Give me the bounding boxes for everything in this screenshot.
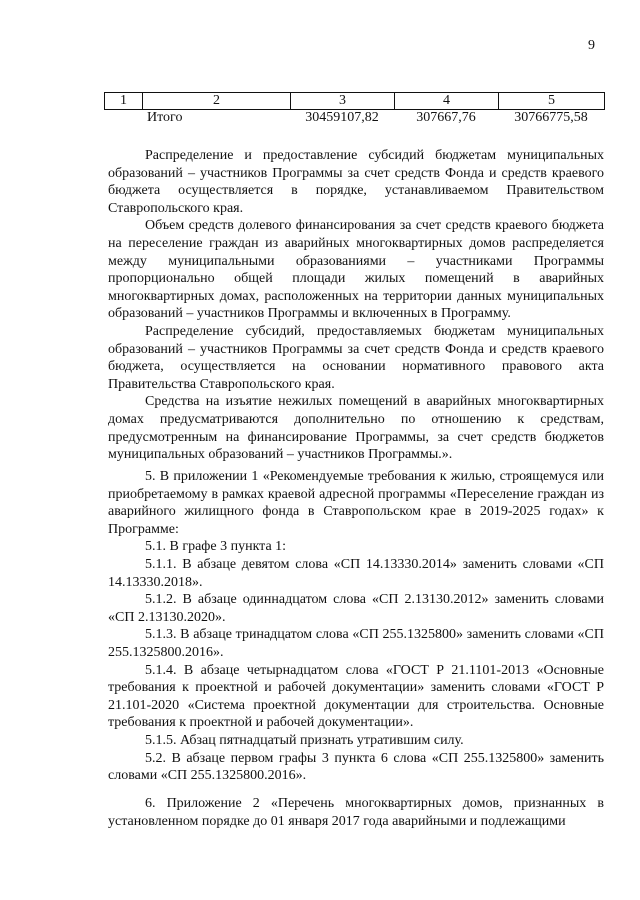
- table-column-number-1: 1: [105, 93, 143, 110]
- table-header-row: [104, 92, 605, 110]
- paragraph-subsidy-basis: Распределение субсидий, предоставляемых бюджетам муниципальных образований – участников Программы за счет средств Фонда и средств краевого бюджета, осуществляется на основании нормативного правового акта Правительства Ставропольского края.: [108, 323, 604, 392]
- table-column-number-4: 4: [395, 93, 499, 110]
- paragraph-item-5: 5. В приложении 1 «Рекомендуемые требования к жилью, строящемуся или приобретаемому в рамках краевой адресной программы «Переселение граждан из аварийного жилищного фонда в Ставропольском крае в 2019-2025 годах» к Программе:: [108, 469, 604, 537]
- table-column-number-3: 3: [291, 93, 395, 110]
- total-value-col3: 30459107,82: [305, 110, 379, 125]
- table-column-number-2: 2: [143, 93, 291, 110]
- paragraph-item-5-2: 5.2. В абзаце первом графы 3 пункта 6 слова «СП 255.1325800» заменить словами «СП 255.1325800.2016».: [108, 750, 604, 784]
- total-value-col4: 307667,76: [416, 110, 476, 125]
- total-label: Итого: [147, 110, 183, 125]
- amendment-item-6-section: [108, 795, 604, 830]
- paragraph-subsidy-procedure: Распределение и предоставление субсидий бюджетам муниципальных образований – участников Программы за счет средств Фонда и средств краевого бюджета осуществляется в порядке, устанавливаемом Правительством Ставропольского края.: [108, 148, 604, 216]
- paragraph-item-5-1: 5.1. В графе 3 пункта 1:: [145, 539, 287, 555]
- paragraph-item-6: 6. Приложение 2 «Перечень многоквартирных домов, признанных в установленном порядке до 01 января 2017 года аварийными и подлежащими: [108, 796, 604, 829]
- paragraph-nonresidential-funds: Средства на изъятие нежилых помещений в аварийных многоквартирных домах предусматриваются дополнительно по отношению к средствам, предусмотренным на финансирование Программы, за счет средств бюджетов муниципальных образований – участников Программы.».: [108, 394, 604, 463]
- paragraph-item-5-1-5: 5.1.5. Абзац пятнадцатый признать утратившим силу.: [145, 732, 464, 748]
- paragraph-shared-funding: Объем средств долевого финансирования за счет средств краевого бюджета на переселение граждан из аварийных многоквартирных домов распределяется между муниципальными образованиями – участниками Программы пропорционально общей площади жилых помещений в аварийных многоквартирных домах, расположенных на территории данных муниципальных образований – участников Программы и включенных в Программу.: [108, 218, 604, 322]
- table-total-row: [104, 110, 604, 126]
- paragraph-item-5-1-3: 5.1.3. В абзаце тринадцатом слова «СП 255.1325800» заменить словами «СП 255.1325800.2016».: [108, 627, 604, 660]
- amendment-item-5-section: [108, 468, 604, 785]
- total-value-col5: 30766775,58: [514, 110, 588, 125]
- page-number: 9: [588, 38, 595, 53]
- paragraph-item-5-1-1: 5.1.1. В абзаце девятом слова «СП 14.13330.2014» заменить словами «СП 14.13330.2018».: [108, 556, 604, 590]
- table-column-number-5: 5: [499, 93, 605, 110]
- paragraph-item-5-1-4: 5.1.4. В абзаце четырнадцатом слова «ГОСТ Р 21.1101-2013 «Основные требования к проектной и рабочей документации» заменить словами «ГОСТ Р 21.101-2020 «Система проектной документации для строительства. Основные требования к проектной и рабочей документации».: [108, 662, 604, 731]
- paragraph-item-5-1-2: 5.1.2. В абзаце одиннадцатом слова «СП 2.13130.2012» заменить словами «СП 2.13130.2020».: [108, 592, 604, 625]
- subsidy-distribution-section: [108, 147, 604, 464]
